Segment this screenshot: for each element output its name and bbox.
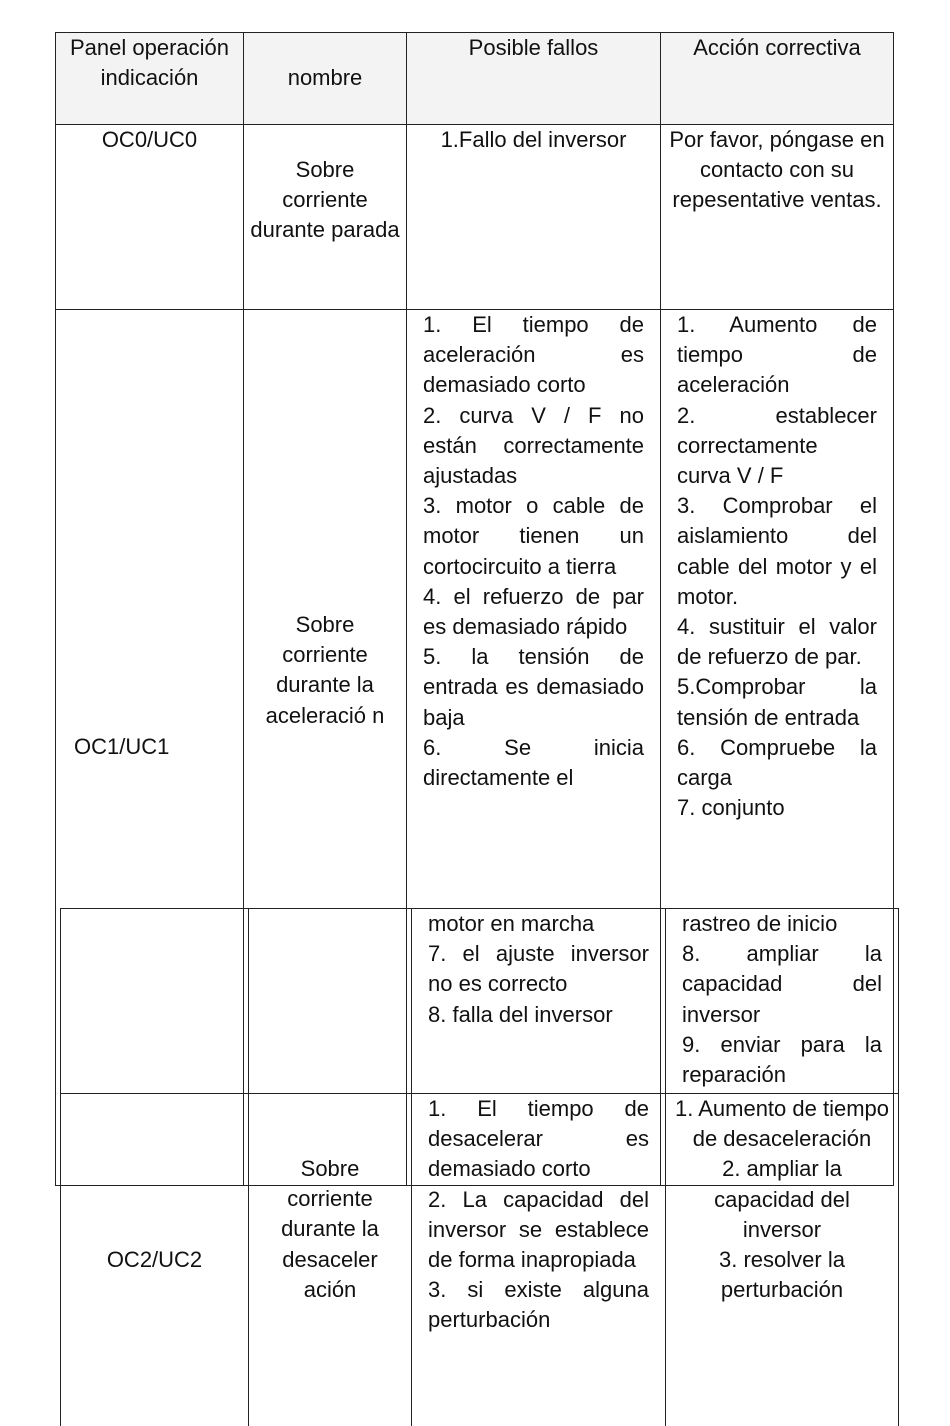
table-row <box>61 909 899 1094</box>
table-row <box>56 125 894 310</box>
corrective-action: 1. Aumento de tiempo de desaceleración 2. ampliar la capacidad del inversor 3. resolver la perturbación <box>666 1094 899 1426</box>
fault-name-empty <box>249 909 412 1094</box>
fault-name: Sobre corriente durante la aceleració n <box>244 310 407 1186</box>
actions-text: 1. Aumento de tiempo de aceleración 2. establecer correctamente curva V / F 3. Comprobar el aislamiento del cable del motor y el motor. 4. sustituir el valor de refuerzo de par. 5.Comprobar la tensión de entrada 6. Compruebe la carga 7. conjunto <box>677 310 877 885</box>
panel-code: OC2/UC2 <box>61 1094 249 1426</box>
header-action: Acción correctiva <box>661 33 894 125</box>
panel-code: OC0/UC0 <box>56 125 244 310</box>
table-header-row <box>56 33 894 125</box>
panel-code: OC1/UC1 <box>56 310 244 1186</box>
corrective-action: Por favor, póngase en contacto con su repesentative ventas. <box>661 125 894 310</box>
fault-table-page-2 <box>60 908 899 1426</box>
corrective-action-continued: rastreo de inicio 8. ampliar la capacidad del inversor 9. enviar para la reparación <box>666 909 899 1094</box>
possible-faults-continued: motor en marcha 7. el ajuste inversor no es correcto 8. falla del inversor <box>412 909 666 1094</box>
fault-name: Sobre corriente durante parada <box>244 125 407 310</box>
faults-text: 1. El tiempo de aceleración es demasiado corto 2. curva V / F no están correctamente ajustadas 3. motor o cable de motor tienen un cortocircuito a tierra 4. el refuerzo de par es demasiado rápido 5. la tensión de entrada es demasiado baja 6. Se inicia directamente el <box>423 310 644 885</box>
header-faults: Posible fallos <box>407 33 661 125</box>
possible-faults: 1.Fallo del inversor <box>407 125 661 310</box>
panel-code-empty <box>61 909 249 1094</box>
possible-faults: 1. El tiempo de desacelerar es demasiado corto 2. La capacidad del inversor se establece de forma inapropiada 3. si existe alguna perturbación <box>412 1094 666 1426</box>
header-panel: Panel operación indicación <box>56 33 244 125</box>
table-row <box>61 1094 899 1426</box>
header-name: nombre <box>244 33 407 125</box>
fault-name: Sobre corriente durante la desaceler ación <box>249 1094 412 1426</box>
